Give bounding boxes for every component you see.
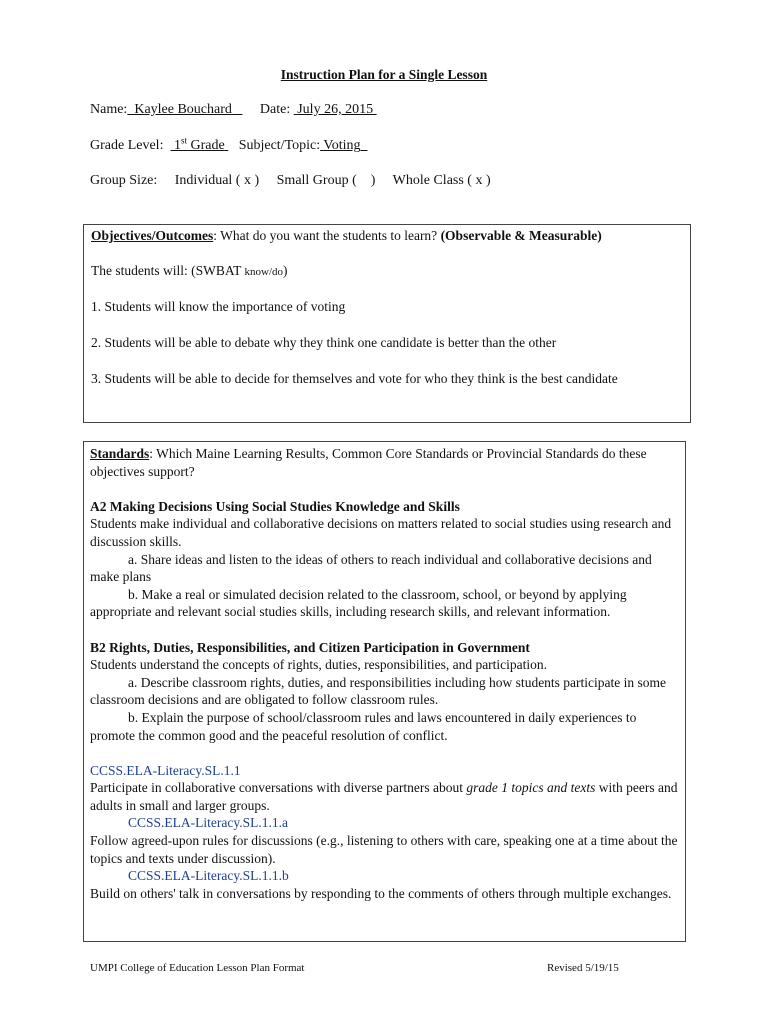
objective-item: 3. Students will be able to decide for themselves and vote for who they think is the best candidate	[91, 371, 618, 386]
group-individual: Individual ( x )	[174, 173, 260, 188]
ccss-sl-1-1-link[interactable]: CCSS.ELA-Literacy.SL.1.1	[90, 762, 241, 778]
date-label: Date:	[259, 102, 291, 117]
grade-subject-line	[90, 135, 367, 154]
b2-item-b: b. Explain the purpose of school/classroom rules and laws encountered in daily experiences to promote the common good and the peaceful resolution of conflict.	[90, 709, 637, 743]
objectives-heading-line: Objectives/Outcomes: What do you want the students to learn? (Observable & Measurable)	[91, 228, 602, 243]
b2-intro: Students understand the concepts of rights, duties, responsibilities, and participation.	[90, 657, 548, 673]
a2-title: A2 Making Decisions Using Social Studies Knowledge and Skills	[90, 498, 460, 514]
ccss-sl-1-1-b-text: Build on others' talk in conversations by responding to the comments of others through multiple exchanges.	[90, 885, 672, 901]
footer-left: UMPI College of Education Lesson Plan Format	[90, 962, 305, 974]
footer-right: Revised 5/19/15	[547, 962, 619, 974]
objective-item: 2. Students will be able to debate why they think one candidate is better than the other	[91, 335, 557, 350]
a2-item-a: a. Share ideas and listen to the ideas of others to reach individual and collaborative decisions and make plans	[90, 551, 652, 585]
ccss-sl-1-1-a-text: Follow agreed-upon rules for discussions (e.g., listening to others with care, speaking one at a time about the topics and texts under discussion).	[90, 833, 678, 866]
date-value: July 26, 2015	[297, 102, 374, 117]
b2-title: B2 Rights, Duties, Responsibilities, and Citizen Participation in Government	[90, 639, 530, 655]
standards-heading: Standards	[90, 446, 150, 461]
a2-intro: Students make individual and collaborative decisions on matters related to social studies using research and discussion skills.	[90, 516, 672, 549]
name-label: Name:	[90, 102, 128, 117]
a2-item-b: b. Make a real or simulated decision related to the classroom, school, or beyond by applying appropriate and relevant social studies skills, including research skills, and relevant information.	[90, 586, 627, 620]
standards-heading-line: Standards: Which Maine Learning Results, Common Core Standards or Provincial Standards do these objectives support?	[90, 446, 647, 479]
objective-item: 1. Students will know the importance of voting	[91, 299, 346, 314]
name-value: Kaylee Bouchard	[134, 102, 232, 117]
objectives-question: What do you want the students to learn?	[220, 228, 438, 243]
b2-item-a: a. Describe classroom rights, duties, and responsibilities including how students participate in some classroom decisions and are obligated to follow classroom rules.	[90, 674, 667, 708]
group-size-line	[90, 173, 491, 189]
objectives-box	[83, 224, 691, 423]
subject-value: Voting	[323, 138, 361, 153]
grade-value: 1st Grade	[173, 135, 225, 153]
subject-label: Subject/Topic:	[238, 138, 321, 153]
group-small: Small Group ( )	[276, 173, 376, 188]
standards-question: Which Maine Learning Results, Common Core Standards or Provincial Standards do these objectives support?	[90, 446, 647, 479]
swbat-line: The students will: (SWBAT know/do)	[91, 263, 288, 278]
grade-label: Grade Level:	[90, 138, 164, 153]
document-title: Instruction Plan for a Single Lesson	[280, 67, 488, 82]
name-date-line	[90, 102, 377, 118]
objectives-heading: Objectives/Outcomes	[91, 228, 214, 243]
standards-content	[90, 445, 679, 902]
group-whole: Whole Class ( x )	[392, 173, 491, 188]
group-label: Group Size:	[90, 173, 158, 188]
standards-box	[83, 441, 686, 942]
ccss-sl-1-1-a-link[interactable]: CCSS.ELA-Literacy.SL.1.1.a	[128, 815, 288, 831]
ccss-sl-1-1-b-link[interactable]: CCSS.ELA-Literacy.SL.1.1.b	[128, 868, 289, 884]
objectives-qualifier: (Observable & Measurable)	[440, 228, 602, 243]
ccss-sl-1-1-text: Participate in collaborative conversations with diverse partners about grade 1 topics and texts with peers and adults in small and larger groups.	[90, 780, 678, 813]
